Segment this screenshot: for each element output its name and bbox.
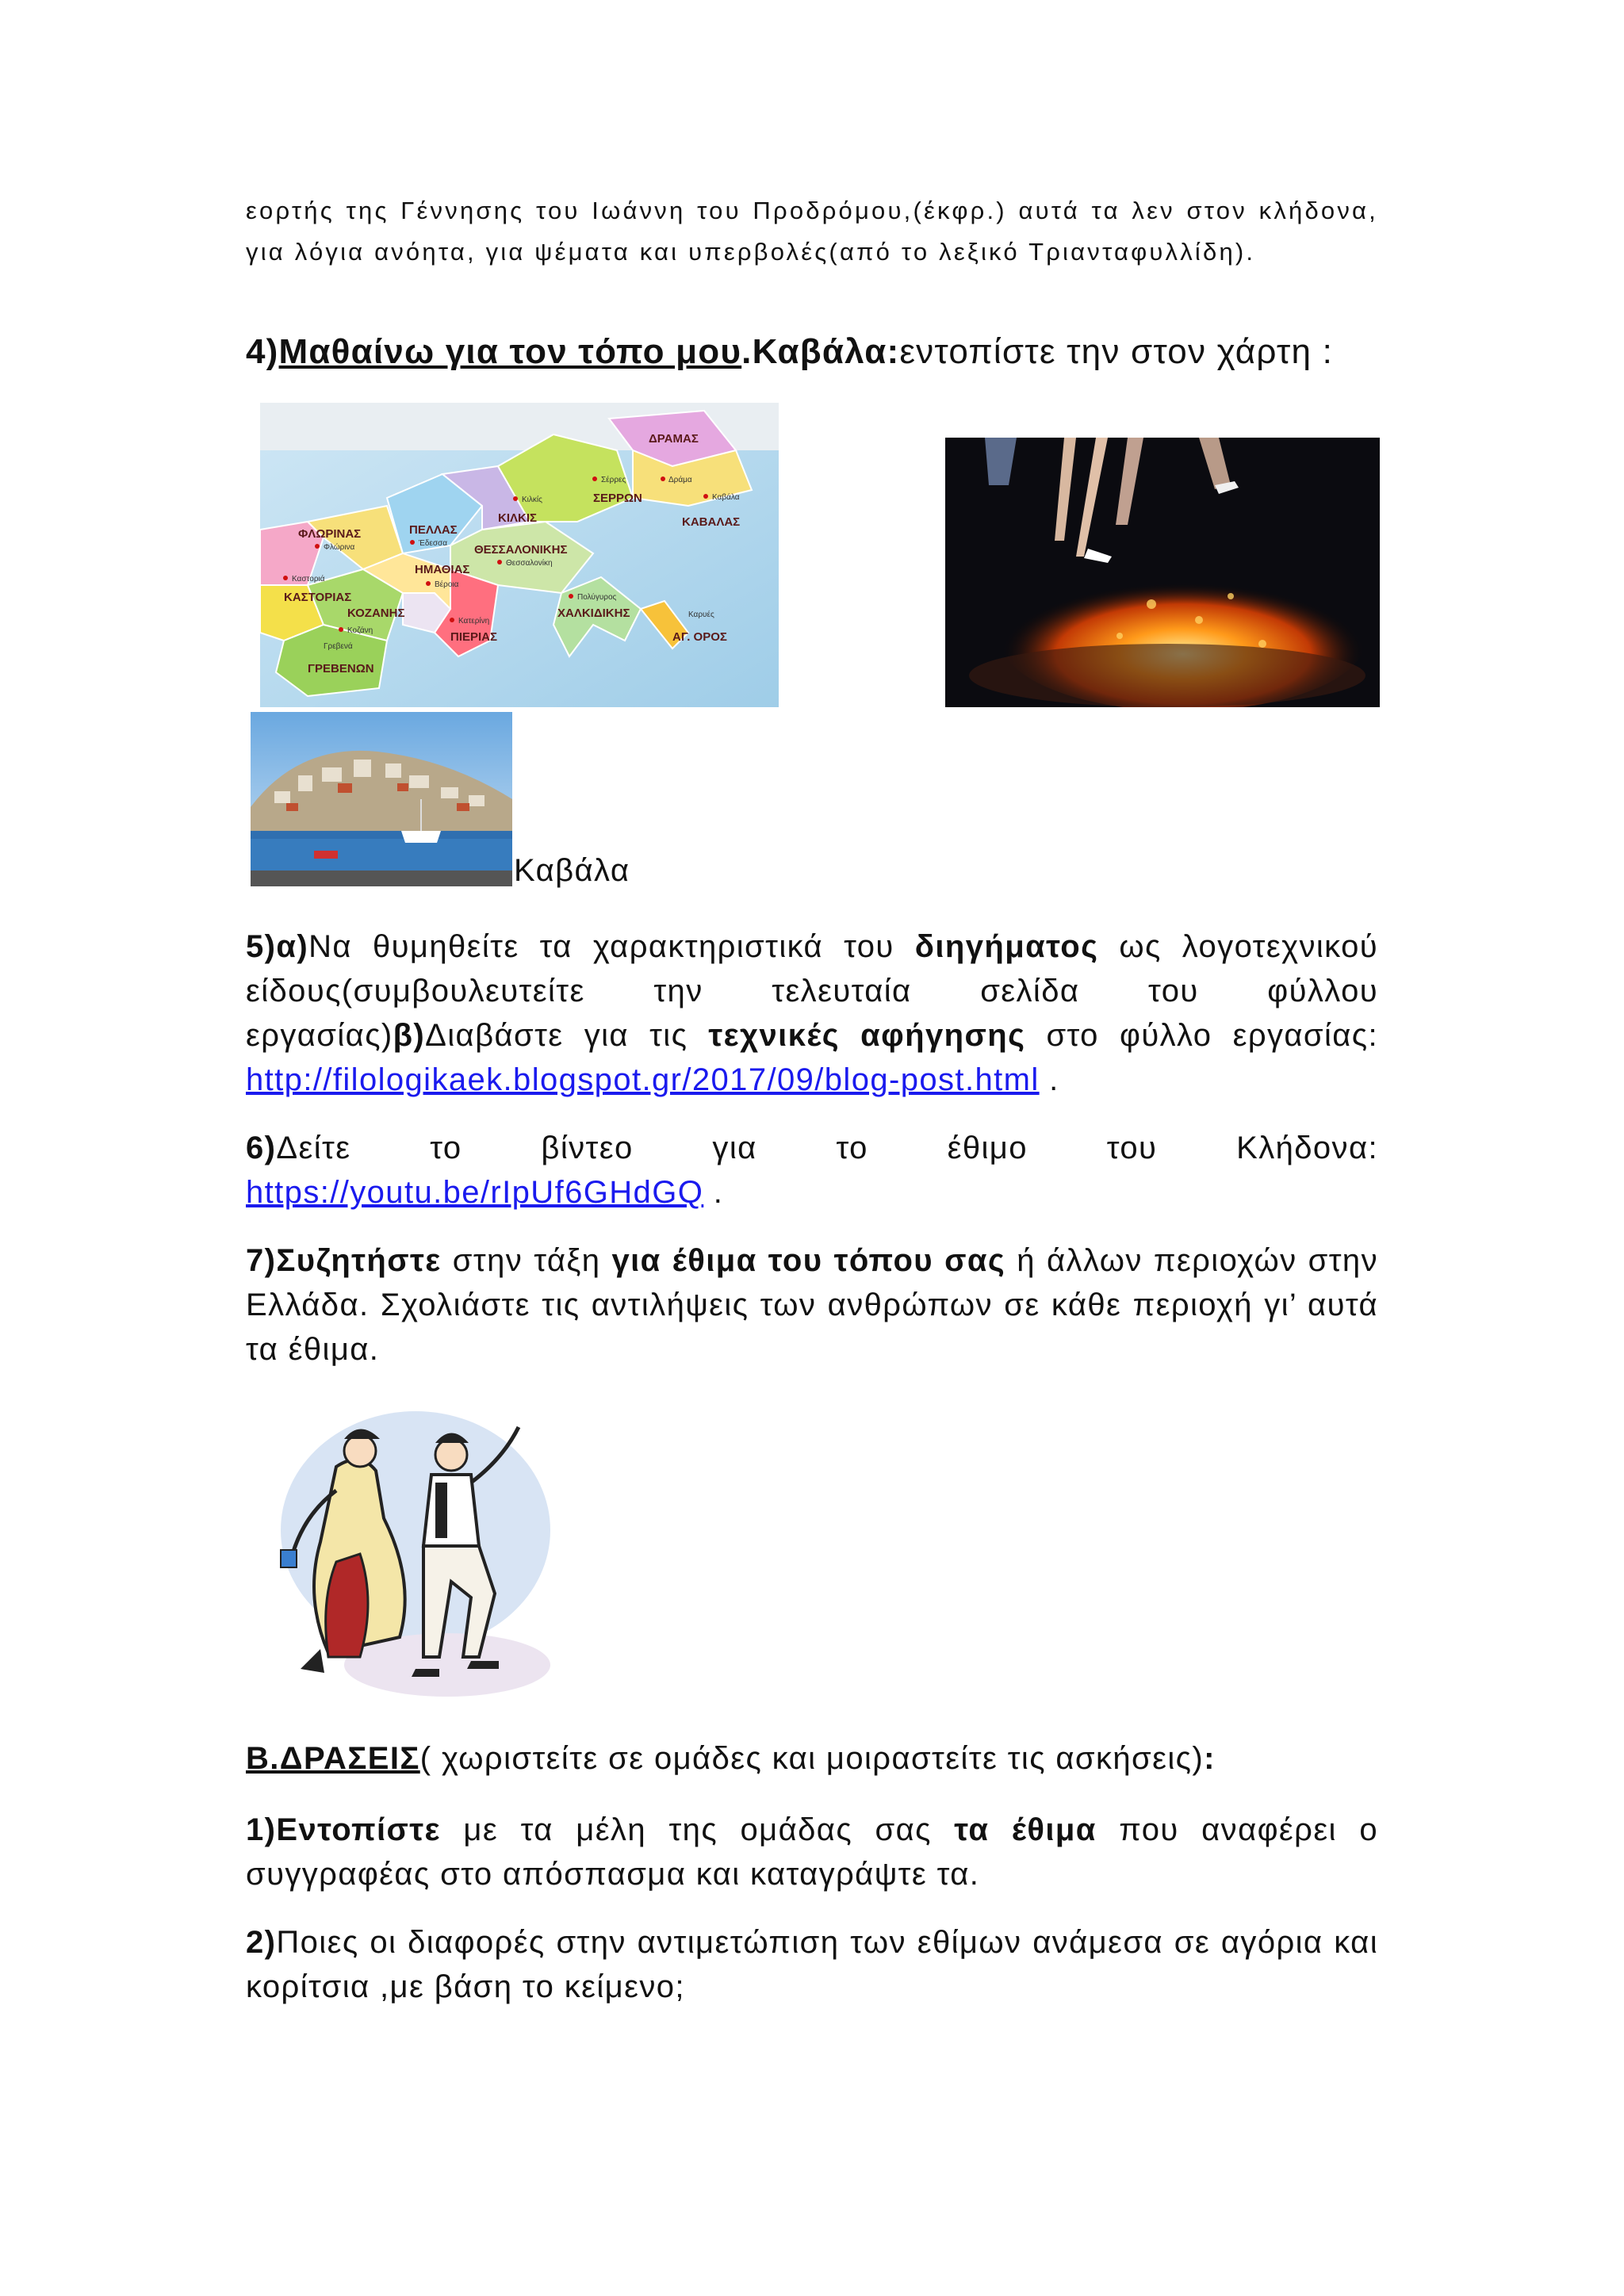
map-label-pellas: ΠΕΛΛΑΣ [409,523,458,537]
section-b-title: Β.ΔΡΑΣΕΙΣ [246,1741,420,1776]
task-2-paragraph: 2)Ποιες οι διαφορές στην αντιμετώπιση των εθίμων ανάμεσα σε αγόρια και κορίτσια ,με βάση το κείμενο; [246,1925,1378,2004]
dancers-clipart [249,1395,558,1705]
map-label-kavalas: ΚΑΒΑΛΑΣ [682,515,741,529]
map-label-dramas: ΔΡΑΜΑΣ [649,432,699,446]
map-label-chalkidikis: ΧΑΛΚΙΔΙΚΗΣ [557,607,630,620]
svg-text:Φλώρινα: Φλώρινα [324,543,355,552]
fire-jumping-photo [945,438,1380,707]
section-6-line-2: https://youtu.be/rIpUf6GHdGQ . [246,1175,724,1210]
map-label-kozanis: ΚΟΖΑΝΗΣ [347,607,405,620]
map-label-thessalonikis: ΘΕΣΣΑΛΟΝΙΚΗΣ [474,543,568,557]
blog-post-link[interactable]: http://filologikaek.blogspot.gr/2017/09/blog-post.html [246,1062,1040,1097]
section-b-heading: Β.ΔΡΑΣΕΙΣ( χωριστείτε σε ομάδες και μοιραστείτε τις ασκήσεις): [246,1741,1216,1776]
svg-text:Καστοριά: Καστοριά [292,575,325,584]
map-label-pierias: ΠΙΕΡΙΑΣ [450,630,498,644]
section-4-title: Μαθαίνω για τον τόπο μου [278,332,742,371]
section-6-line-1: 6)Δείτε το βίντεο για το έθιμο του Κλήδονα: [246,1131,1378,1165]
svg-text:Δράμα: Δράμα [668,476,692,484]
intro-paragraph: εορτής της Γέννησης του Ιωάννη του Προδρόμου,(έκφρ.) αυτά τα λεν στον κλήδονα, για λόγια ανόητα, για ψέματα και υπερβολές(από το λεξικό Τριανταφυλλίδη). [246,197,1378,266]
section-5-paragraph: 5)α)Να θυμηθείτε τα χαρακτηριστικά του διηγήματος ως λογοτεχνικού είδους(συμβουλευτείτε την τελευταία σελίδα του φύλλου εργασίας)β)Διαβάστε για τις τεχνικές αφήγησης στο φύλλο εργασίας: http://filologikaek.blogspot.gr/2017/09/blog-post.html . [246,929,1378,1097]
map-label-kilkis: ΚΙΛΚΙΣ [498,511,538,525]
svg-text:Πολύγυρος: Πολύγυρος [577,593,617,602]
svg-text:Καβάλα: Καβάλα [712,493,740,502]
svg-text:Βέροια: Βέροια [435,580,459,589]
task-1-paragraph: 1)Εντοπίστε με τα μέλη της ομάδας σας τα έθιμα που αναφέρει ο συγγραφέας στο απόσπασμα και καταγράψτε τα. [246,1812,1378,1892]
svg-text:Σέρρες: Σέρρες [601,476,626,484]
svg-text:Κιλκίς: Κιλκίς [522,496,542,504]
section-7-paragraph: 7)Συζητήστε στην τάξη για έθιμα του τόπου σας ή άλλων περιοχών στην Ελλάδα. Σχολιάστε τις αντιλήψεις των ανθρώπων σε κάθε περιοχή γι’ αυτά τα έθιμα. [246,1243,1378,1367]
svg-text:Καρυές: Καρυές [688,610,714,619]
map-label-serron: ΣΕΡΡΩΝ [593,492,642,505]
kavala-caption: Καβάλα [514,853,630,888]
map-label-agion-oros: ΑΓ. ΟΡΟΣ [672,630,727,644]
svg-text:Κατερίνη: Κατερίνη [458,617,490,626]
kavala-photo [251,712,512,886]
svg-text:Κοζάνη: Κοζάνη [347,626,373,635]
macedonia-map-image [260,403,779,707]
map-label-grevenon: ΓΡΕΒΕΝΩΝ [308,662,374,675]
svg-text:Θεσσαλονίκη: Θεσσαλονίκη [506,559,553,568]
section-4-heading: 4)Μαθαίνω για τον τόπο μου.Καβάλα:εντοπίστε την στον χάρτη : [246,332,1334,371]
svg-text:Έδεσσα: Έδεσσα [419,539,447,548]
svg-text:Γρεβενά: Γρεβενά [324,642,353,651]
map-label-imathias: ΗΜΑΘΙΑΣ [415,563,470,576]
map-label-florinas: ΦΛΩΡΙΝΑΣ [298,527,362,541]
map-label-kastorias: ΚΑΣΤΟΡΙΑΣ [284,591,352,604]
youtube-video-link[interactable]: https://youtu.be/rIpUf6GHdGQ [246,1175,704,1210]
